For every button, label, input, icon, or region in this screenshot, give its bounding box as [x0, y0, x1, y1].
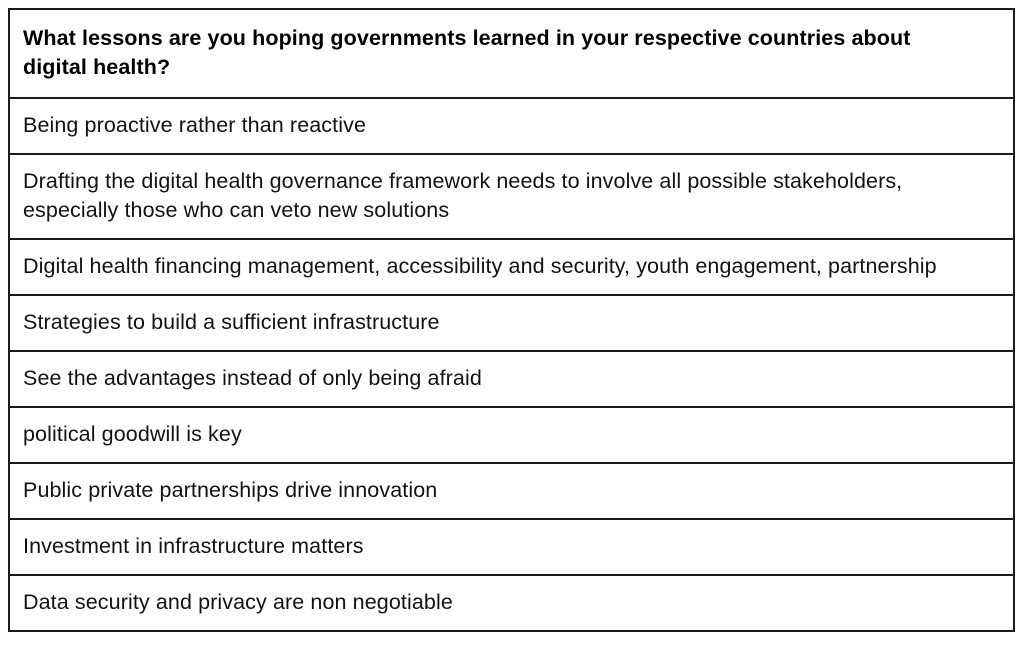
survey-responses-table: [8, 8, 1015, 632]
response-row: political goodwill is key: [10, 406, 1013, 462]
response-row: Data security and privacy are non negotiable: [10, 574, 1013, 630]
response-row: Public private partnerships drive innovation: [10, 462, 1013, 518]
response-row: Strategies to build a sufficient infrastructure: [10, 294, 1013, 350]
response-row: See the advantages instead of only being afraid: [10, 350, 1013, 406]
response-row: Being proactive rather than reactive: [10, 97, 1013, 153]
question-header: What lessons are you hoping governments learned in your respective countries about digital health?: [23, 26, 911, 79]
response-row: Drafting the digital health governance framework needs to involve all possible stakeholders, especially those who can veto new solutions: [10, 153, 1013, 238]
response-row: Investment in infrastructure matters: [10, 518, 1013, 574]
response-row: Digital health financing management, accessibility and security, youth engagement, partnership: [10, 238, 1013, 294]
